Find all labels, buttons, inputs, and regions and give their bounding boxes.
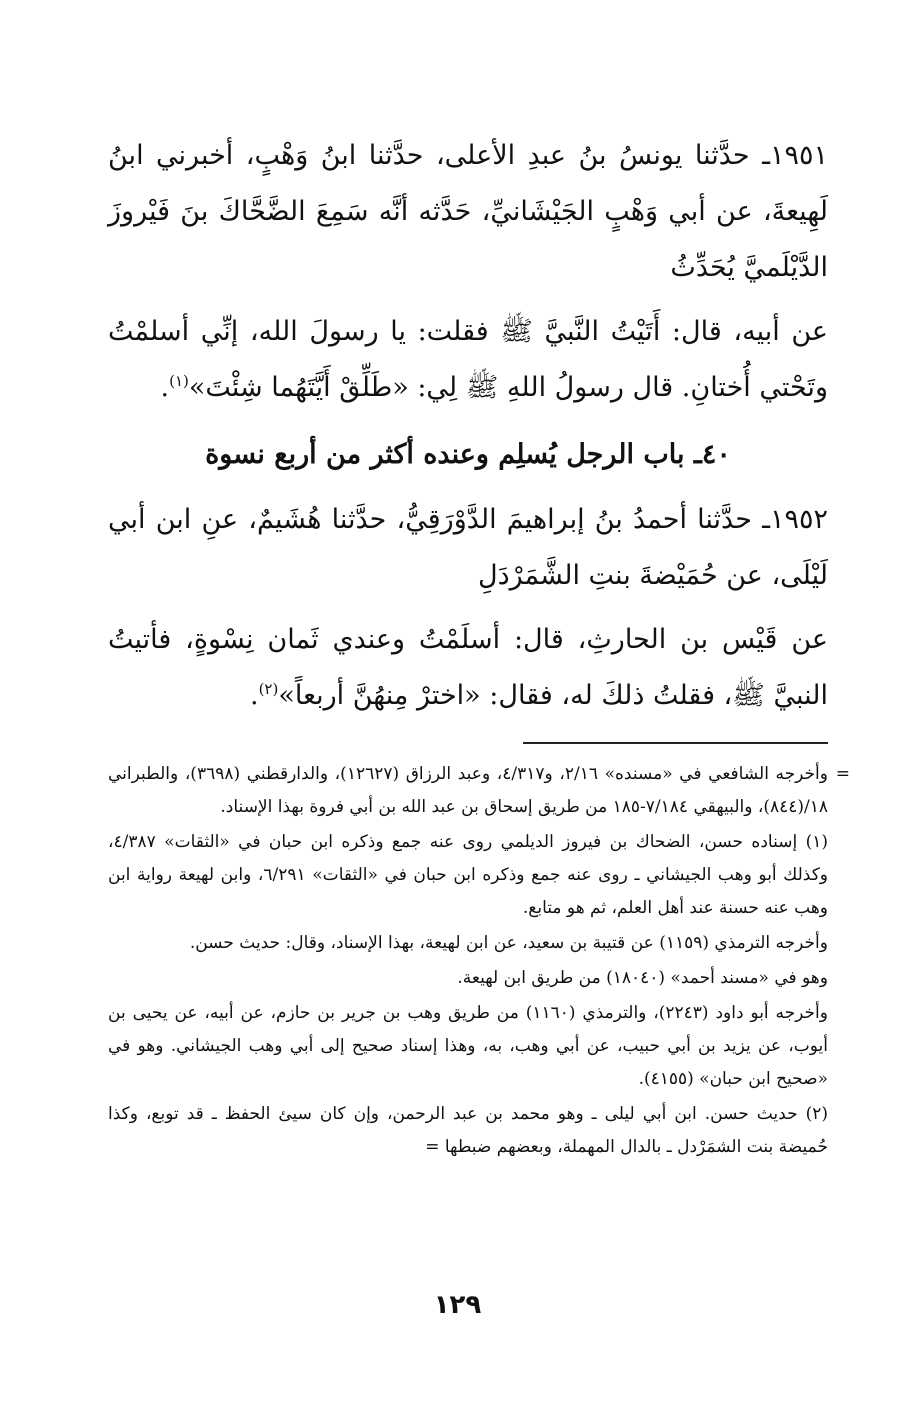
footnote-continuation — [108, 758, 850, 824]
hadith-1952-end: . — [249, 680, 259, 711]
hadith-1951-end: . — [160, 372, 170, 403]
hadith-1951-isnad — [108, 128, 828, 296]
page-number: ١٢٩ — [433, 1290, 482, 1320]
footnote-2-para-1: (٢) حديث حسن. ابن أبي ليلى ـ وهو محمد بن عبد الرحمن، وإن كان سيئ الحفظ ـ قد توبع، وكذا حُميضة بنت الشمَرْدل ـ بالدال المهملة، وبعضهم ضبطها = — [108, 1104, 828, 1157]
footnote-ref-1: (١) — [169, 372, 189, 390]
hadith-1952-matn — [108, 612, 828, 724]
footnote-1-para-1: (١) إسناده حسن، الضحاك بن فيروز الديلمي روى عنه جمع وذكره ابن حبان في «الثقات» ٤/٣٨٧، وكذلك أبو وهب الجيشاني ـ روى عنه جمع وذكره ابن حبان في «الثقات» ٦/٢٩١، وابن لهيعة رواية ابن وهب عنه حسنة عند أهل العلم، ثم هو متابع. — [108, 832, 828, 918]
footnote-1-para-2: وأخرجه الترمذي (١١٥٩) عن قتيبة بن سعيد، عن ابن لهيعة، بهذا الإسناد، وقال: حديث حسن. — [189, 933, 828, 953]
hadith-1952-matn-text: عن قَيْس بن الحارثِ، قال: أسلَمْتُ وعندي ثَمان نِسْوةٍ، فأتيتُ النبيَّ ﷺ، فقلتُ ذلكَ له، فقال: «اخترْ مِنهُنَّ أربعاً» — [108, 624, 828, 711]
footnote-separator — [523, 742, 828, 744]
footnotes — [108, 758, 850, 1164]
footnote-1-para-4: وأخرجه أبو داود (٢٢٤٣)، والترمذي (١١٦٠) من طريق وهب بن جرير بن حازم، عن أبيه، عن يحيى بن أيوب، عن يزيد بن أبي حبيب، عن أبي وهب، به، وهذا إسناد صحيح إلى أبي وهب الجيشاني. وهو في «صحيح ابن حبان» (٤١٥٥). — [108, 1003, 828, 1089]
footnote-ref-2: (٢) — [258, 680, 279, 698]
footnote-continuation-text: وأخرجه الشافعي في «مسنده» ٢/١٦، و٤/٣١٧، وعبد الرزاق (١٢٦٢٧)، والدارقطني (٣٦٩٨)، والطبراني ١٨/(٨٤٤)، والبيهقي ٧/١٨٤-١٨٥ من طريق إسحاق بن عبد الله بن أبي فروة بهذا الإسناد. — [108, 764, 828, 817]
hadith-1951-isnad-text: ١٩٥١ـ حدَّثنا يونسُ بنُ عبدِ الأعلى، حدَّثنا ابنُ وَهْبٍ، أخبرني ابنُ لَهِيعةَ، عن أبي وَهْبٍ الجَيْشَانيِّ، حَدَّثه أنَّه سَمِعَ الضَّحَّاكَ بنَ فَيْروزَ الدَّيْلَميَّ يُحَدِّثُ — [108, 140, 828, 283]
hadith-1952-isnad — [108, 492, 828, 604]
hadith-1951-matn — [108, 304, 828, 416]
hadith-1952-isnad-text: ١٩٥٢ـ حدَّثنا أحمدُ بنُ إبراهيمَ الدَّوْرَقِيُّ، حدَّثنا هُشَيمٌ، عنِ ابن أبي لَيْلَى، عن حُمَيْضةَ بنتِ الشَّمَرْدَلِ — [108, 504, 828, 591]
chapter-heading: ٤٠ـ باب الرجل يُسلِم وعنده أكثر من أربع نسوة — [205, 439, 731, 470]
hadith-1951-matn-text: عن أبيه، قال: أَتَيْتُ النَّبيَّ ﷺ فقلت: يا رسولَ الله، إنِّي أسلمْتُ وتَحْتي أُختانِ. قال رسولُ اللهِ ﷺ لِي: «طَلِّقْ أَيَّتَهُما شِئْتَ» — [108, 316, 828, 403]
page-body — [108, 128, 850, 1166]
footnote-1-para-3: وهو في «مسند أحمد» (١٨٠٤٠) من طريق ابن لهيعة. — [457, 968, 828, 988]
continuation-mark: = — [835, 764, 850, 784]
